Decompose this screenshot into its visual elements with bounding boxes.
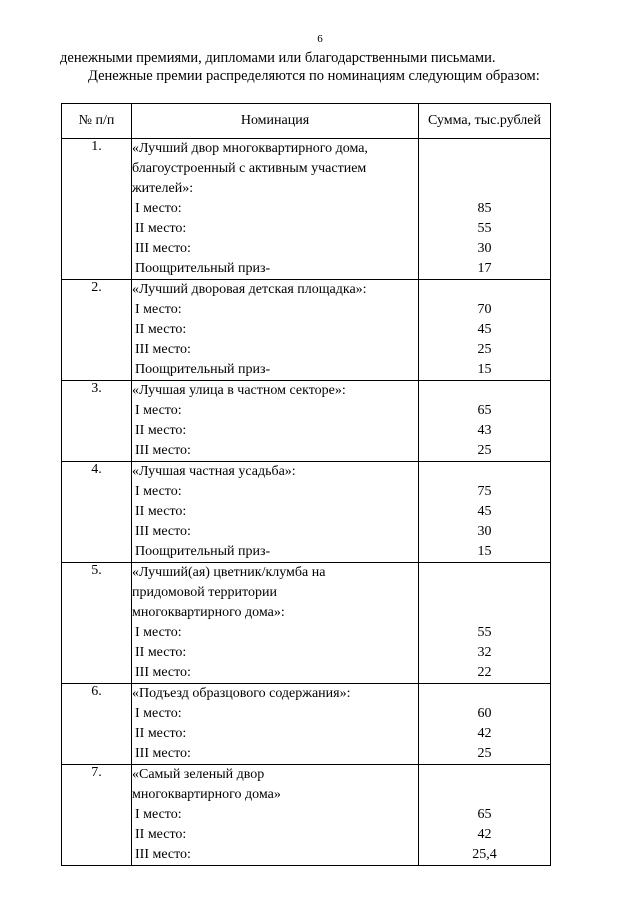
amount-spacer — [419, 583, 550, 603]
place-label: III место: — [135, 665, 191, 680]
table-row — [62, 381, 551, 462]
amount-cell — [419, 563, 551, 684]
place-label: I место: — [135, 201, 182, 216]
intro-line-2: Денежные премии распределяются по номинациям следующим образом: — [88, 68, 540, 84]
place-label: Поощрительный приз- — [135, 261, 271, 276]
place-amount: 22 — [477, 665, 492, 680]
amount-spacer — [419, 785, 550, 805]
place-label: I место: — [135, 484, 182, 499]
place-amount: 43 — [477, 423, 492, 438]
place-label: I место: — [135, 807, 182, 822]
amount-spacer — [419, 139, 550, 159]
nomination-cell — [132, 280, 419, 381]
place-label: I место: — [135, 625, 182, 640]
page-number: 6 — [317, 33, 323, 45]
place-amount: 25 — [477, 443, 492, 458]
place-amount: 17 — [477, 261, 492, 276]
amount-cell — [419, 280, 551, 381]
amount-spacer — [419, 381, 550, 401]
place-label: I место: — [135, 302, 182, 317]
row-number: 1. — [62, 139, 132, 280]
nomination-title-line: многоквартирного дома»: — [132, 605, 285, 620]
nomination-title-line: «Лучший дворовая детская площадка»: — [132, 282, 367, 297]
place-amount: 25,4 — [472, 847, 497, 862]
place-amount: 65 — [477, 807, 492, 822]
row-number: 3. — [62, 381, 132, 462]
row-number: 7. — [62, 765, 132, 866]
amount-cell — [419, 765, 551, 866]
place-label: III место: — [135, 342, 191, 357]
place-label: Поощрительный приз- — [135, 362, 271, 377]
row-number: 6. — [62, 684, 132, 765]
place-label: Поощрительный приз- — [135, 544, 271, 559]
place-amount: 25 — [477, 342, 492, 357]
header-amount: Сумма, тыс.рублей — [419, 104, 551, 139]
amount-cell — [419, 139, 551, 280]
table-row — [62, 280, 551, 381]
place-amount: 15 — [477, 362, 492, 377]
row-number: 5. — [62, 563, 132, 684]
place-label: II место: — [135, 221, 187, 236]
nomination-title-line: «Лучшая частная усадьба»: — [132, 464, 296, 479]
intro-line-1: денежными премиями, дипломами или благодарственными письмами. — [60, 50, 496, 66]
nomination-cell — [132, 462, 419, 563]
table-body — [62, 139, 551, 866]
place-amount: 15 — [477, 544, 492, 559]
table-header-row — [62, 104, 551, 139]
amount-cell — [419, 684, 551, 765]
place-amount: 55 — [477, 625, 492, 640]
amount-spacer — [419, 179, 550, 199]
place-amount: 60 — [477, 706, 492, 721]
place-label: III место: — [135, 443, 191, 458]
nomination-title-line: «Лучший двор многоквартирного дома, — [132, 141, 368, 156]
header-number: № п/п — [62, 104, 132, 139]
place-amount: 70 — [477, 302, 492, 317]
amount-spacer — [419, 159, 550, 179]
amount-spacer — [419, 603, 550, 623]
awards-table — [61, 103, 551, 866]
nomination-title-line: «Подъезд образцового содержания»: — [132, 686, 351, 701]
intro-text — [60, 49, 580, 85]
place-label: III место: — [135, 241, 191, 256]
nomination-cell — [132, 765, 419, 866]
nomination-title-line: «Лучшая улица в частном секторе»: — [132, 383, 346, 398]
nomination-cell — [132, 139, 419, 280]
place-label: II место: — [135, 504, 187, 519]
place-amount: 55 — [477, 221, 492, 236]
place-label: II место: — [135, 827, 187, 842]
table-row — [62, 684, 551, 765]
place-label: III место: — [135, 524, 191, 539]
amount-spacer — [419, 462, 550, 482]
place-amount: 30 — [477, 524, 492, 539]
nomination-cell — [132, 381, 419, 462]
amount-cell — [419, 381, 551, 462]
place-label: II место: — [135, 645, 187, 660]
place-amount: 75 — [477, 484, 492, 499]
place-label: II место: — [135, 726, 187, 741]
table-row — [62, 462, 551, 563]
place-amount: 25 — [477, 746, 492, 761]
table-row — [62, 563, 551, 684]
place-label: I место: — [135, 403, 182, 418]
nomination-title-line: придомовой территории — [132, 585, 277, 600]
row-number: 4. — [62, 462, 132, 563]
place-amount: 42 — [477, 827, 492, 842]
nomination-title-line: многоквартирного дома» — [132, 787, 281, 802]
row-number: 2. — [62, 280, 132, 381]
place-amount: 45 — [477, 504, 492, 519]
place-amount: 85 — [477, 201, 492, 216]
table-row — [62, 765, 551, 866]
nomination-cell — [132, 563, 419, 684]
nomination-cell — [132, 684, 419, 765]
nomination-title-line: жителей»: — [132, 181, 194, 196]
place-label: II место: — [135, 322, 187, 337]
amount-spacer — [419, 765, 550, 785]
nomination-title-line: «Лучший(ая) цветник/клумба на — [132, 565, 326, 580]
place-label: I место: — [135, 706, 182, 721]
header-nomination: Номинация — [132, 104, 419, 139]
nomination-title-line: благоустроенный с активным участием — [132, 161, 367, 176]
place-amount: 45 — [477, 322, 492, 337]
place-amount: 32 — [477, 645, 492, 660]
amount-cell — [419, 462, 551, 563]
place-label: II место: — [135, 423, 187, 438]
amount-spacer — [419, 563, 550, 583]
nomination-title-line: «Самый зеленый двор — [132, 767, 265, 782]
amount-spacer — [419, 684, 550, 704]
place-amount: 65 — [477, 403, 492, 418]
place-amount: 42 — [477, 726, 492, 741]
table-row — [62, 139, 551, 280]
place-amount: 30 — [477, 241, 492, 256]
place-label: III место: — [135, 746, 191, 761]
place-label: III место: — [135, 847, 191, 862]
amount-spacer — [419, 280, 550, 300]
